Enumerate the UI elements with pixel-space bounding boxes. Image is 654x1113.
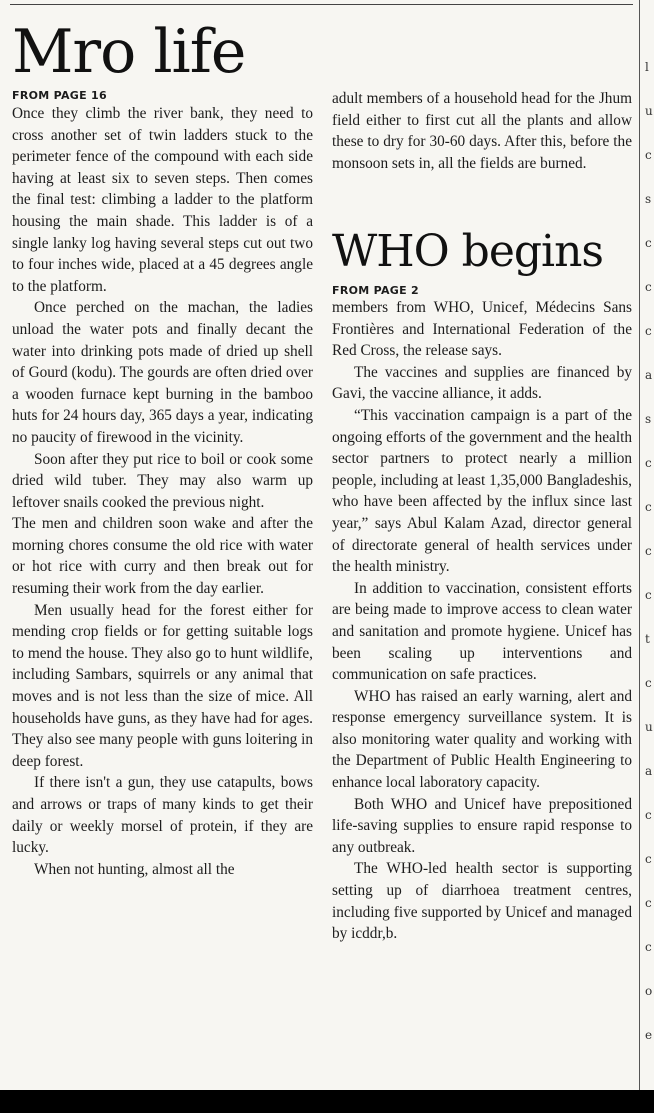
paragraph: Once perched on the machan, the ladies unload the water pots and finally decant the water into drinking pots made of dried up shell of Gourd (kodu). The gourds are often dried over a wooden furnace kept burning in the bamboo huts for 24 hours day, 365 days a year, indicating no paucity of firewood in the vicinity. — [12, 299, 313, 446]
headline-mro-life: Mro life — [12, 17, 246, 87]
paragraph: In addition to vaccination, consistent efforts are being made to improve access to clean water and sanitation and promote hygiene. Unicef has been scaling up interventions and communication on safe practices. — [332, 579, 632, 684]
column-rule — [639, 0, 640, 1090]
edge-glyph: c — [645, 544, 652, 558]
edge-glyph: u — [645, 720, 653, 734]
edge-glyph: o — [645, 984, 653, 998]
paragraph: The men and children soon wake and after the morning chores consume the old rice with water or hot rice with curry and then break out for resuming their work from the day earlier. — [12, 515, 313, 598]
edge-glyph: u — [645, 104, 653, 118]
paragraph: When not hunting, almost all the — [34, 860, 235, 878]
article-mro-life — [12, 0, 313, 1090]
article-body — [332, 297, 632, 945]
paragraph: Men usually head for the forest either for mending crop fields or for getting suitable logs to mend the house. They also go to hunt wildlife, including Sambars, squirrels or any animal that moves and is not less than the size of mice. All households have guns, as they have had for ages. They also see many people with guns loitering in deep forest. — [12, 601, 313, 770]
paragraph: If there isn't a gun, they use catapults, bows and arrows or traps of many kinds to get their daily or weekly morsel of protein, if they are lucky. — [12, 774, 313, 857]
edge-glyph: c — [645, 588, 652, 602]
edge-glyph: s — [645, 412, 652, 426]
edge-glyph: c — [645, 676, 652, 690]
headline-who-begins: WHO begins — [332, 226, 604, 277]
edge-glyph: c — [645, 280, 652, 294]
paragraph: Soon after they put rice to boil or cook some dried wild tuber. They may also warm up leftover snails cooked the previous night. — [12, 450, 313, 511]
article-who-begins — [332, 0, 632, 945]
edge-glyph: a — [645, 764, 653, 778]
edge-glyph: c — [645, 500, 652, 514]
edge-glyph: c — [645, 852, 652, 866]
paragraph: “This vaccination campaign is a part of the ongoing efforts of the government and the health sector partners to protect nearly a million people, including at least 1,35,000 Bangladeshis, who have been affected by the influx since last year,” says Abul Kalam Azad, director general of directorate general of health services under the health ministry. — [332, 406, 632, 576]
edge-glyph: c — [645, 324, 652, 338]
bottom-black-bar — [0, 1090, 654, 1113]
paragraph: The WHO-led health sector is supporting setting up of diarrhoea treatment centres, including five supported by Unicef and managed by icddr,b. — [332, 860, 632, 943]
cropped-adjacent-column — [641, 0, 654, 1090]
jump-line-from-page-2: FROM PAGE 2 — [332, 284, 420, 297]
edge-glyph: c — [645, 456, 652, 470]
edge-glyph: a — [645, 368, 653, 382]
edge-glyph: c — [645, 940, 652, 954]
jump-line-from-page-16: FROM PAGE 16 — [12, 89, 107, 102]
article-body — [12, 103, 313, 880]
paragraph: The vaccines and supplies are financed by Gavi, the vaccine alliance, it adds. — [332, 363, 632, 403]
paragraph: members from WHO, Unicef, Médecins Sans Frontières and International Federation of the Red Cross, the release says. — [332, 299, 632, 360]
edge-glyph: c — [645, 148, 652, 162]
paragraph: Once they climb the river bank, they need to cross another set of twin ladders stuck to the perimeter fence of the compound with each side having at least six to seven steps. Then comes the final test: climbing a ladder to the platform housing the main shade. This ladder is of a single lanky log having several steps cut out two to four inches wide, placed at a 45 degrees angle to the platform. — [12, 105, 313, 295]
paragraph: adult members of a household head for the Jhum field either to first cut all the plants and allow these to dry for 30-60 days. After this, before the monsoon sets in, all the fields are burned. — [332, 90, 632, 172]
paragraph: WHO has raised an early warning, alert and response emergency surveillance system. It is also monitoring water quality and working with the Department of Public Health Engineering to enhance local laboratory capacity. — [332, 687, 632, 792]
right-column — [332, 0, 632, 1090]
edge-glyph: t — [645, 632, 650, 646]
edge-glyph: c — [645, 896, 652, 910]
edge-glyph: e — [645, 1028, 653, 1042]
edge-glyph: l — [645, 60, 649, 74]
edge-glyph: c — [645, 236, 652, 250]
edge-glyph: c — [645, 808, 652, 822]
edge-glyph: s — [645, 192, 652, 206]
paragraph: Both WHO and Unicef have prepositioned life-saving supplies to ensure rapid response to any outbreak. — [332, 795, 632, 856]
